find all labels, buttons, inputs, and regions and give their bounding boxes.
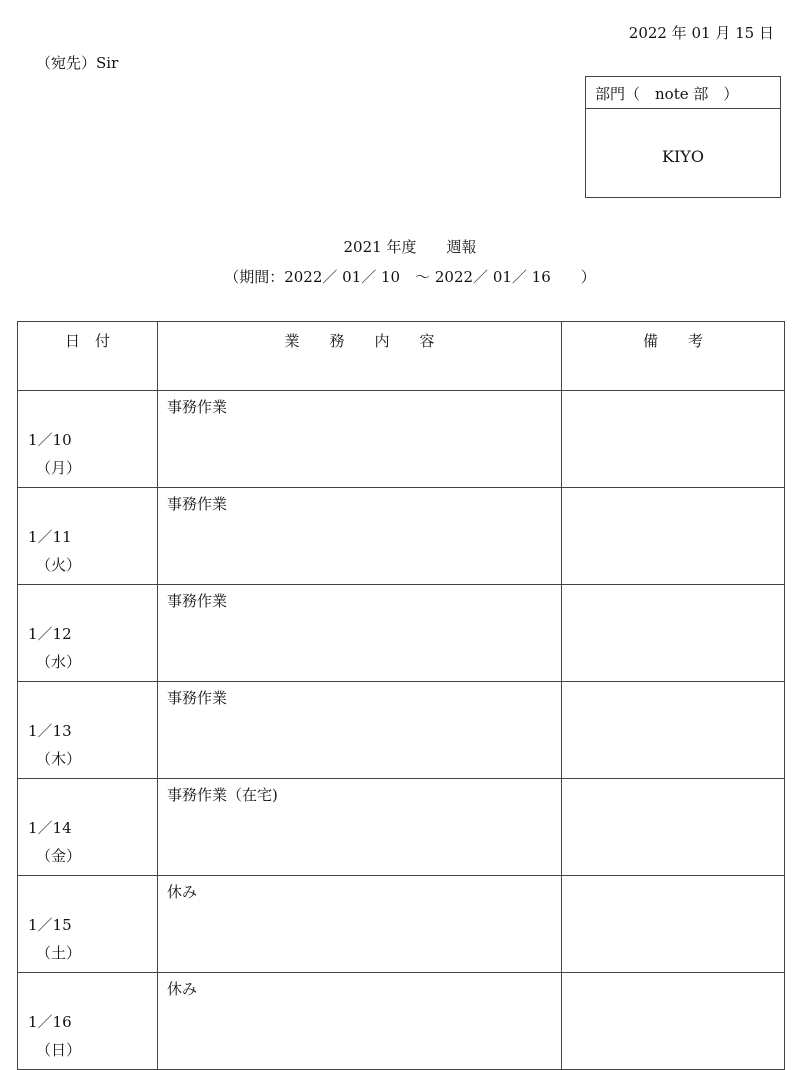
note-cell bbox=[562, 391, 785, 488]
task-cell: 休み bbox=[158, 876, 562, 973]
note-cell bbox=[562, 682, 785, 779]
table-row bbox=[18, 585, 785, 682]
department-box bbox=[585, 76, 781, 198]
column-header-date: 日 付 bbox=[18, 322, 158, 391]
task-cell: 事務作業 bbox=[158, 488, 562, 585]
date-cell bbox=[18, 682, 158, 779]
department-name: KIYO bbox=[662, 147, 704, 166]
row-weekday: （月） bbox=[36, 459, 82, 477]
task-cell: 事務作業（在宅) bbox=[158, 779, 562, 876]
row-weekday: （火） bbox=[36, 556, 82, 574]
row-weekday: （木） bbox=[36, 750, 82, 768]
note-cell bbox=[562, 779, 785, 876]
date-cell bbox=[18, 585, 158, 682]
row-weekday: （日） bbox=[36, 1041, 82, 1059]
date-cell bbox=[18, 973, 158, 1070]
table-row bbox=[18, 973, 785, 1070]
note-cell bbox=[562, 488, 785, 585]
date-cell bbox=[18, 779, 158, 876]
row-weekday: （土） bbox=[36, 944, 82, 962]
task-cell: 事務作業 bbox=[158, 391, 562, 488]
row-date: 1／10 bbox=[28, 431, 72, 449]
task-cell: 事務作業 bbox=[158, 585, 562, 682]
row-date: 1／11 bbox=[28, 528, 72, 546]
addressee: （宛先）Sir bbox=[36, 54, 119, 72]
report-period: （期間：2022／ 01／ 10 ～ 2022／ 01／ 16 ） bbox=[224, 268, 596, 286]
row-date: 1／16 bbox=[28, 1013, 72, 1031]
table-row bbox=[18, 488, 785, 585]
date-cell bbox=[18, 391, 158, 488]
row-date: 1／13 bbox=[28, 722, 72, 740]
note-cell bbox=[562, 973, 785, 1070]
date-cell bbox=[18, 488, 158, 585]
task-cell: 事務作業 bbox=[158, 682, 562, 779]
table-row bbox=[18, 682, 785, 779]
row-weekday: （水） bbox=[36, 653, 82, 671]
row-date: 1／15 bbox=[28, 916, 72, 934]
column-header-note: 備 考 bbox=[562, 322, 785, 391]
weekly-report-table bbox=[17, 321, 785, 1070]
report-date: 2022 年 01 月 15 日 bbox=[628, 24, 774, 42]
date-cell bbox=[18, 876, 158, 973]
table-row bbox=[18, 876, 785, 973]
task-cell: 休み bbox=[158, 973, 562, 1070]
report-title: 2021 年度 週報 bbox=[343, 238, 477, 256]
row-date: 1／14 bbox=[28, 819, 72, 837]
table-row bbox=[18, 391, 785, 488]
column-header-task: 業 務 内 容 bbox=[158, 322, 562, 391]
table-header-row bbox=[18, 322, 785, 391]
table-row bbox=[18, 779, 785, 876]
department-label: 部門（ note 部 ） bbox=[586, 77, 780, 109]
row-date: 1／12 bbox=[28, 625, 72, 643]
note-cell bbox=[562, 585, 785, 682]
note-cell bbox=[562, 876, 785, 973]
row-weekday: （金） bbox=[36, 847, 82, 865]
